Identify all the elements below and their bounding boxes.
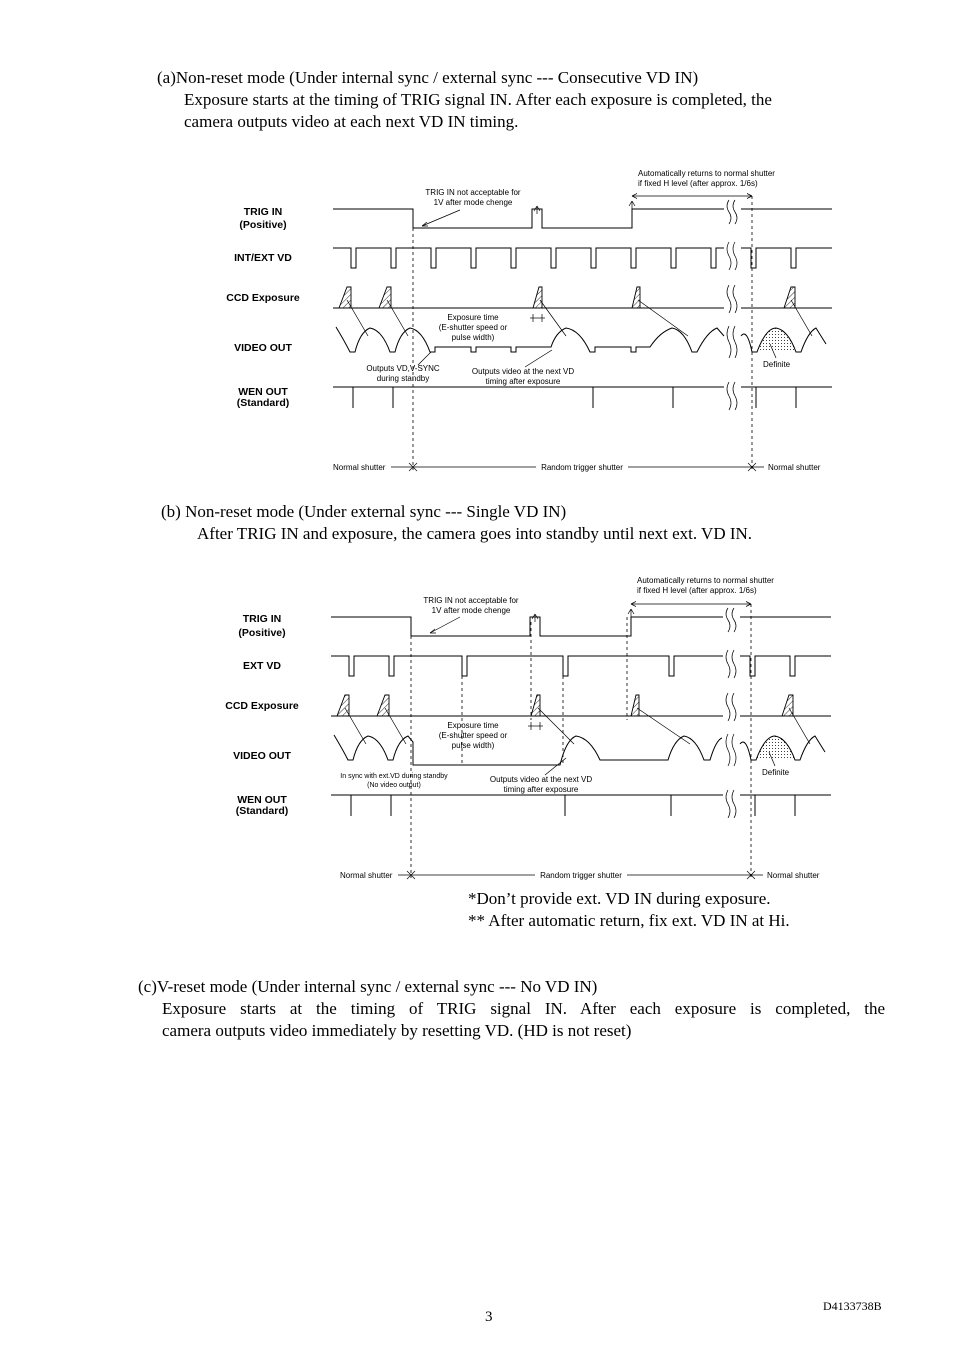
standby-note-2: during standby (376, 374, 430, 383)
exposure-time-note-2: (E-shutter speed or (438, 323, 508, 332)
wen-out-standard-label: (Standard) (236, 397, 290, 409)
auto-return-note-2: if fixed H level (after approx. 1/6s) (637, 586, 757, 595)
time-break-marks (726, 608, 736, 818)
exposure-pulse-3 (533, 287, 542, 308)
trig-in-waveform (331, 617, 723, 636)
trig-note-arrow (422, 210, 460, 226)
time-break-marks (727, 200, 737, 410)
note-fix-vd-hi: ** After automatic return, fix ext. VD IN at Hi. (468, 911, 790, 930)
vd-signal-label: EXT VD (243, 660, 281, 672)
wen-out-label: WEN OUT (238, 386, 288, 398)
auto-return-note-1: Automatically returns to normal shutter (638, 169, 775, 178)
vd-signal-label: INT/EXT VD (234, 252, 292, 264)
auto-return-note-1: Automatically returns to normal shutter (637, 576, 774, 585)
trig-not-acceptable-note-1: TRIG IN not acceptable for (423, 596, 519, 605)
exposure-time-note-3: pulse width) (451, 741, 495, 750)
trig-in-label: TRIG IN (243, 206, 283, 218)
ext-vd-waveform-tail (740, 656, 831, 676)
video-out-waveform (336, 327, 724, 352)
exposure-pulse-2 (379, 287, 391, 308)
trig-rising-arrow-1 (534, 206, 540, 214)
ext-vd-waveform (331, 656, 723, 676)
exposure-pulse-2 (377, 695, 389, 716)
normal-shutter-left: Normal shutter (333, 463, 386, 472)
vd-waveform (333, 248, 724, 268)
ccd-exposure-label: CCD Exposure (225, 700, 299, 712)
section-a-line1: Exposure starts at the timing of TRIG signal IN. After each exposure is completed, the (184, 90, 772, 109)
vd-waveform-tail (741, 248, 832, 268)
section-b-line1: After TRIG IN and exposure, the camera goes into standby until next ext. VD IN. (197, 524, 753, 543)
definite-video-region (756, 736, 795, 760)
section-c-heading: (c)V-reset mode (Under internal sync / external sync --- No VD IN) (138, 977, 598, 996)
section-c-line2: camera outputs video immediately by resetting VD. (HD is not reset) (162, 1021, 632, 1040)
trig-note-arrow (430, 617, 460, 633)
wen-out-standard-label: (Standard) (235, 805, 289, 817)
exposure-pulse-5 (782, 695, 793, 716)
timing-diagram-b (0, 570, 954, 890)
next-vd-note-2: timing after exposure (485, 377, 561, 386)
trig-not-acceptable-note-1: TRIG IN not acceptable for (425, 188, 521, 197)
definite-label: Definite (762, 768, 790, 777)
trig-in-polarity-label: (Positive) (239, 219, 287, 231)
normal-shutter-right: Normal shutter (768, 463, 821, 472)
trig-in-polarity-label: (Positive) (238, 627, 286, 639)
exposure-time-note-1: Exposure time (447, 313, 499, 322)
note-no-vd-during-exposure: *Don’t provide ext. VD IN during exposure. (468, 889, 771, 908)
next-vd-note-pointer (525, 350, 552, 367)
section-a-line2: camera outputs video at each next VD IN timing. (184, 112, 519, 131)
trig-not-acceptable-note-2: 1V after mode chenge (433, 198, 513, 207)
exposure-pulse-1 (337, 695, 349, 716)
exposure-time-note-3: pulse width) (451, 333, 495, 342)
trig-in-label: TRIG IN (242, 613, 282, 625)
random-trigger-shutter: Random trigger shutter (540, 871, 622, 880)
exposure-pulse-1 (339, 287, 351, 308)
document-code: D4133738B (823, 1299, 882, 1313)
exposure-pulse-4 (631, 695, 639, 716)
exposure-time-note-1: Exposure time (447, 721, 499, 730)
next-vd-note-2: timing after exposure (503, 785, 579, 794)
normal-shutter-left: Normal shutter (340, 871, 393, 880)
video-out-waveform (334, 735, 722, 765)
next-vd-note-pointer (545, 758, 566, 775)
wen-out-label: WEN OUT (237, 794, 287, 806)
ccd-exposure-label: CCD Exposure (226, 292, 300, 304)
exposure-pulse-3 (531, 695, 540, 716)
next-vd-note-1: Outputs video at the next VD (471, 367, 575, 376)
exposure-pulse-4 (632, 287, 640, 308)
page-number: 3 (485, 1309, 493, 1325)
standby-note-1: Outputs VD,V-SYNC (366, 364, 440, 373)
exposure-to-video-arrows (345, 708, 810, 744)
auto-return-note-2: if fixed H level (after approx. 1/6s) (638, 179, 758, 188)
timing-diagram-a (0, 160, 954, 490)
section-b-heading: (b) Non-reset mode (Under external sync --- Single VD IN) (161, 502, 567, 521)
exposure-pulse-5 (784, 287, 795, 308)
section-c-line1: Exposure starts at the timing of TRIG signal IN. After each exposure is completed, the (162, 999, 885, 1018)
trig-note-arrowhead (430, 629, 436, 633)
section-a-heading: (a)Non-reset mode (Under internal sync / external sync --- Consecutive VD IN) (157, 68, 699, 87)
trig-not-acceptable-note-2: 1V after mode chenge (431, 606, 511, 615)
trig-in-waveform (333, 209, 724, 228)
trig-rising-arrow-1 (532, 614, 538, 622)
definite-video-region (757, 328, 796, 352)
normal-shutter-right: Normal shutter (767, 871, 820, 880)
random-trigger-shutter: Random trigger shutter (541, 463, 623, 472)
next-vd-note-1: Outputs video at the next VD (489, 775, 593, 784)
exposure-time-note-2: (E-shutter speed or (438, 731, 508, 740)
video-out-label: VIDEO OUT (234, 342, 292, 354)
standby-note-1: In sync with ext.VD during standby (340, 773, 448, 780)
video-out-label: VIDEO OUT (233, 750, 291, 762)
standby-note-2: (No video output) (367, 782, 421, 789)
definite-label: Definite (763, 360, 791, 369)
